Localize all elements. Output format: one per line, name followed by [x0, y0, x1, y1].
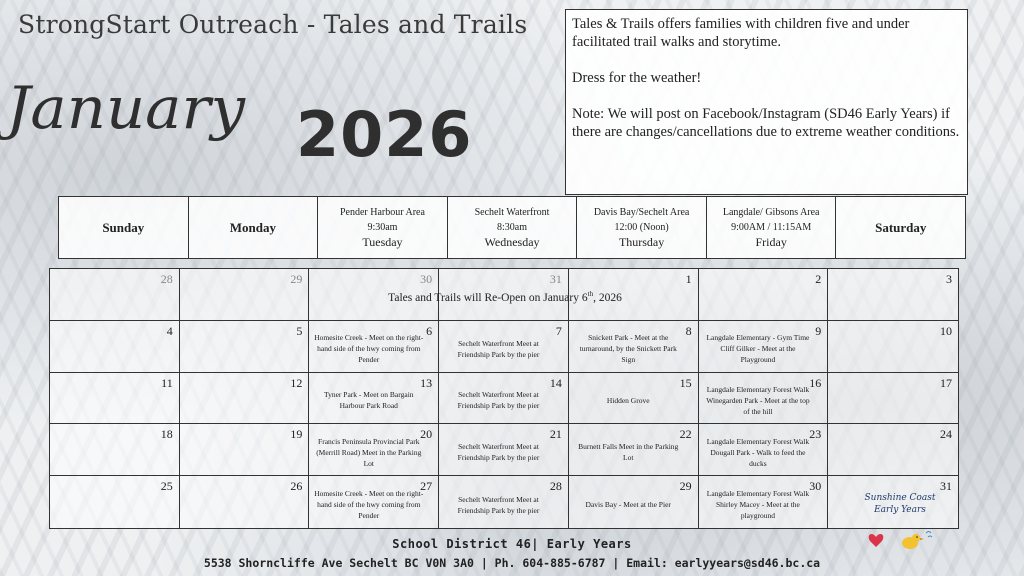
day-event — [832, 277, 944, 317]
day-event: Davis Bay - Meet at the Pier — [585, 500, 671, 510]
day-number: 30 — [809, 479, 822, 494]
calendar-day-cell — [439, 321, 569, 373]
day-number: 6 — [426, 323, 433, 338]
weekday-time: 9:00AM / 11:15AM — [731, 222, 812, 233]
day-event: Burnett Falls Meet in the Parking Lot — [578, 442, 679, 463]
day-number: 11 — [161, 375, 173, 390]
day-event — [832, 381, 944, 421]
weekday-time: 9:30am — [367, 222, 398, 233]
weekday-wednesday — [448, 197, 578, 258]
day-number: 7 — [555, 323, 562, 338]
info-box — [565, 9, 968, 195]
calendar-day-cell — [50, 269, 180, 321]
day-event — [832, 329, 944, 369]
weekday-name: Wednesday — [484, 235, 540, 249]
day-number: 31 — [939, 479, 952, 494]
calendar-day-cell — [50, 476, 180, 528]
day-event: Sechelt Waterfront Meet at Friendship Park by the pier — [457, 338, 540, 359]
weekday-monday — [189, 197, 319, 258]
page-title: StrongStart Outreach - Tales and Trails — [18, 10, 528, 39]
day-event: Sechelt Waterfront Meet at Friendship Park by the pier — [457, 442, 540, 463]
day-number: 31 — [549, 272, 562, 286]
day-number: 22 — [679, 427, 692, 442]
day-event: Sechelt Waterfront Meet at Friendship Park by the pier — [457, 494, 540, 515]
weekday-friday — [707, 197, 837, 258]
calendar-grid — [49, 268, 959, 529]
day-number: 18 — [160, 427, 173, 442]
calendar-day-cell — [309, 321, 439, 373]
day-event: Hidden Grove — [606, 395, 650, 405]
calendar-day-cell — [699, 476, 829, 528]
calendar-day-cell — [309, 424, 439, 476]
logo-line-1: Sunshine Coast — [864, 493, 936, 503]
day-event — [54, 277, 165, 317]
day-number: 16 — [809, 375, 822, 390]
day-number: 28 — [160, 272, 173, 286]
weekday-thursday — [577, 197, 707, 258]
calendar-day-cell — [569, 321, 699, 373]
banner-text: Tales and Trails will Re-Open on January 6 — [388, 291, 588, 304]
day-event — [184, 381, 295, 421]
calendar-day-cell — [180, 269, 310, 321]
day-number: 3 — [945, 272, 952, 286]
day-number: 5 — [296, 323, 303, 338]
weekday-header — [58, 196, 966, 259]
day-number: 20 — [420, 427, 433, 442]
calendar-day-cell — [699, 373, 829, 425]
calendar-day-cell — [439, 373, 569, 425]
weekday-location: Davis Bay/Sechelt Area — [593, 207, 690, 218]
logo-line-2: Early Years — [874, 505, 926, 515]
day-number: 21 — [549, 427, 562, 442]
day-event — [54, 432, 165, 472]
calendar-day-cell — [828, 321, 958, 373]
calendar-day-cell — [180, 373, 310, 425]
day-event — [54, 329, 165, 369]
calendar-day-cell — [50, 373, 180, 425]
day-event: Snickett Park - Meet at the turnaround, by the Snickett Park Sign — [579, 333, 677, 365]
day-number: 17 — [939, 375, 952, 390]
early-years-logo — [860, 492, 940, 516]
weekday-name: Friday — [755, 235, 787, 249]
day-number: 15 — [679, 375, 692, 390]
weekday-time: 12:00 (Noon) — [614, 222, 669, 233]
weekday-location: Langdale/ Gibsons Area — [722, 207, 820, 218]
weekday-saturday — [836, 197, 965, 258]
day-number: 10 — [939, 323, 952, 338]
year-title: 2026 — [296, 98, 473, 171]
footer-organization: School District 46| Early Years — [392, 537, 632, 551]
calendar-day-cell — [699, 424, 829, 476]
day-event: Tyner Park - Meet on Bargain Harbour Park Road — [324, 390, 414, 411]
day-event: Francis Peninsula Provincial Park (Merrill Road) Meet in the Parking Lot — [316, 436, 422, 468]
month-title: January — [6, 74, 246, 142]
day-number: 4 — [166, 323, 173, 338]
day-number: 26 — [290, 479, 303, 494]
day-number: 14 — [549, 375, 562, 390]
calendar-day-cell — [180, 476, 310, 528]
weekday-name: Saturday — [875, 219, 927, 235]
calendar-day-cell — [828, 424, 958, 476]
day-event: Sechelt Waterfront Meet at Friendship Park by the pier — [457, 390, 540, 411]
footer-contact: 5538 Shorncliffe Ave Sechelt BC V0N 3A0 | Ph. 604-885-6787 | Email: earlyyears@sd46.bc.ca — [203, 556, 821, 570]
calendar-day-cell — [569, 476, 699, 528]
calendar-day-cell — [309, 373, 439, 425]
day-event — [54, 381, 165, 421]
day-number: 24 — [939, 427, 952, 442]
calendar-day-cell — [439, 476, 569, 528]
calendar-day-cell — [699, 269, 829, 321]
calendar-day-cell — [569, 424, 699, 476]
day-number: 23 — [809, 427, 822, 442]
day-event: Langdale Elementary Forest Walk Dougall Park - Walk to feed the ducks — [706, 436, 810, 468]
day-number: 19 — [290, 427, 303, 442]
day-number: 8 — [685, 323, 692, 338]
weekday-time: 8:30am — [497, 222, 528, 233]
day-number: 12 — [290, 375, 303, 390]
weekday-location: Sechelt Waterfront — [474, 207, 550, 218]
day-number: 29 — [679, 479, 692, 494]
day-event: Langdale Elementary Forest Walk Winegarden Park - Meet at the top of the hill — [706, 384, 810, 416]
day-event: Langdale Elementary Forest Walk Shirley Macey - Meet at the playground — [706, 489, 810, 521]
day-number: 13 — [420, 375, 433, 390]
day-event — [703, 277, 814, 317]
calendar-day-cell — [50, 424, 180, 476]
info-description: Tales & Trails offers families with children five and under facilitated trail walks and storytime. — [572, 16, 910, 50]
day-number: 25 — [160, 479, 173, 494]
info-dress-note: Dress for the weather! — [572, 70, 702, 86]
day-event: Homesite Creek - Meet on the right-hand side of the hwy coming from Pender — [314, 333, 424, 365]
day-event: Langdale Elementary - Gym Time Cliff Gilker - Meet at the Playground — [706, 333, 810, 365]
day-number: 28 — [549, 479, 562, 494]
day-number: 9 — [815, 323, 822, 338]
weekday-tuesday — [318, 197, 448, 258]
day-number: 30 — [420, 272, 433, 286]
weekday-location: Pender Harbour Area — [339, 207, 425, 218]
calendar-day-cell — [180, 424, 310, 476]
calendar-day-cell — [699, 321, 829, 373]
calendar-day-cell — [828, 269, 958, 321]
weekday-name: Thursday — [618, 235, 665, 249]
day-event — [832, 432, 944, 472]
weekday-name: Sunday — [102, 219, 145, 235]
weekday-sunday — [59, 197, 189, 258]
day-event — [184, 329, 295, 369]
day-number: 2 — [815, 272, 822, 286]
weekday-name: Monday — [229, 219, 276, 235]
day-number: 1 — [685, 272, 692, 286]
day-number: 27 — [420, 479, 433, 494]
calendar-day-cell — [439, 424, 569, 476]
day-event: Homesite Creek - Meet on the right-hand side of the hwy coming from Pender — [314, 489, 424, 521]
day-event — [184, 484, 295, 525]
day-event — [184, 277, 295, 317]
calendar-day-cell — [569, 373, 699, 425]
day-event — [54, 484, 165, 525]
info-cancellation-note: Note: We will post on Facebook/Instagram (SD46 Early Years) if there are changes/cancellations due to extreme weather conditions. — [572, 106, 960, 140]
reopen-banner — [310, 290, 700, 304]
day-event — [184, 432, 295, 472]
day-number: 29 — [290, 272, 303, 286]
calendar-day-cell — [50, 321, 180, 373]
banner-year: , 2026 — [593, 291, 622, 304]
calendar-day-cell — [828, 373, 958, 425]
banner-ordinal: th — [587, 290, 594, 298]
weekday-name: Tuesday — [362, 235, 403, 249]
calendar-day-cell — [180, 321, 310, 373]
calendar-day-cell — [309, 476, 439, 528]
